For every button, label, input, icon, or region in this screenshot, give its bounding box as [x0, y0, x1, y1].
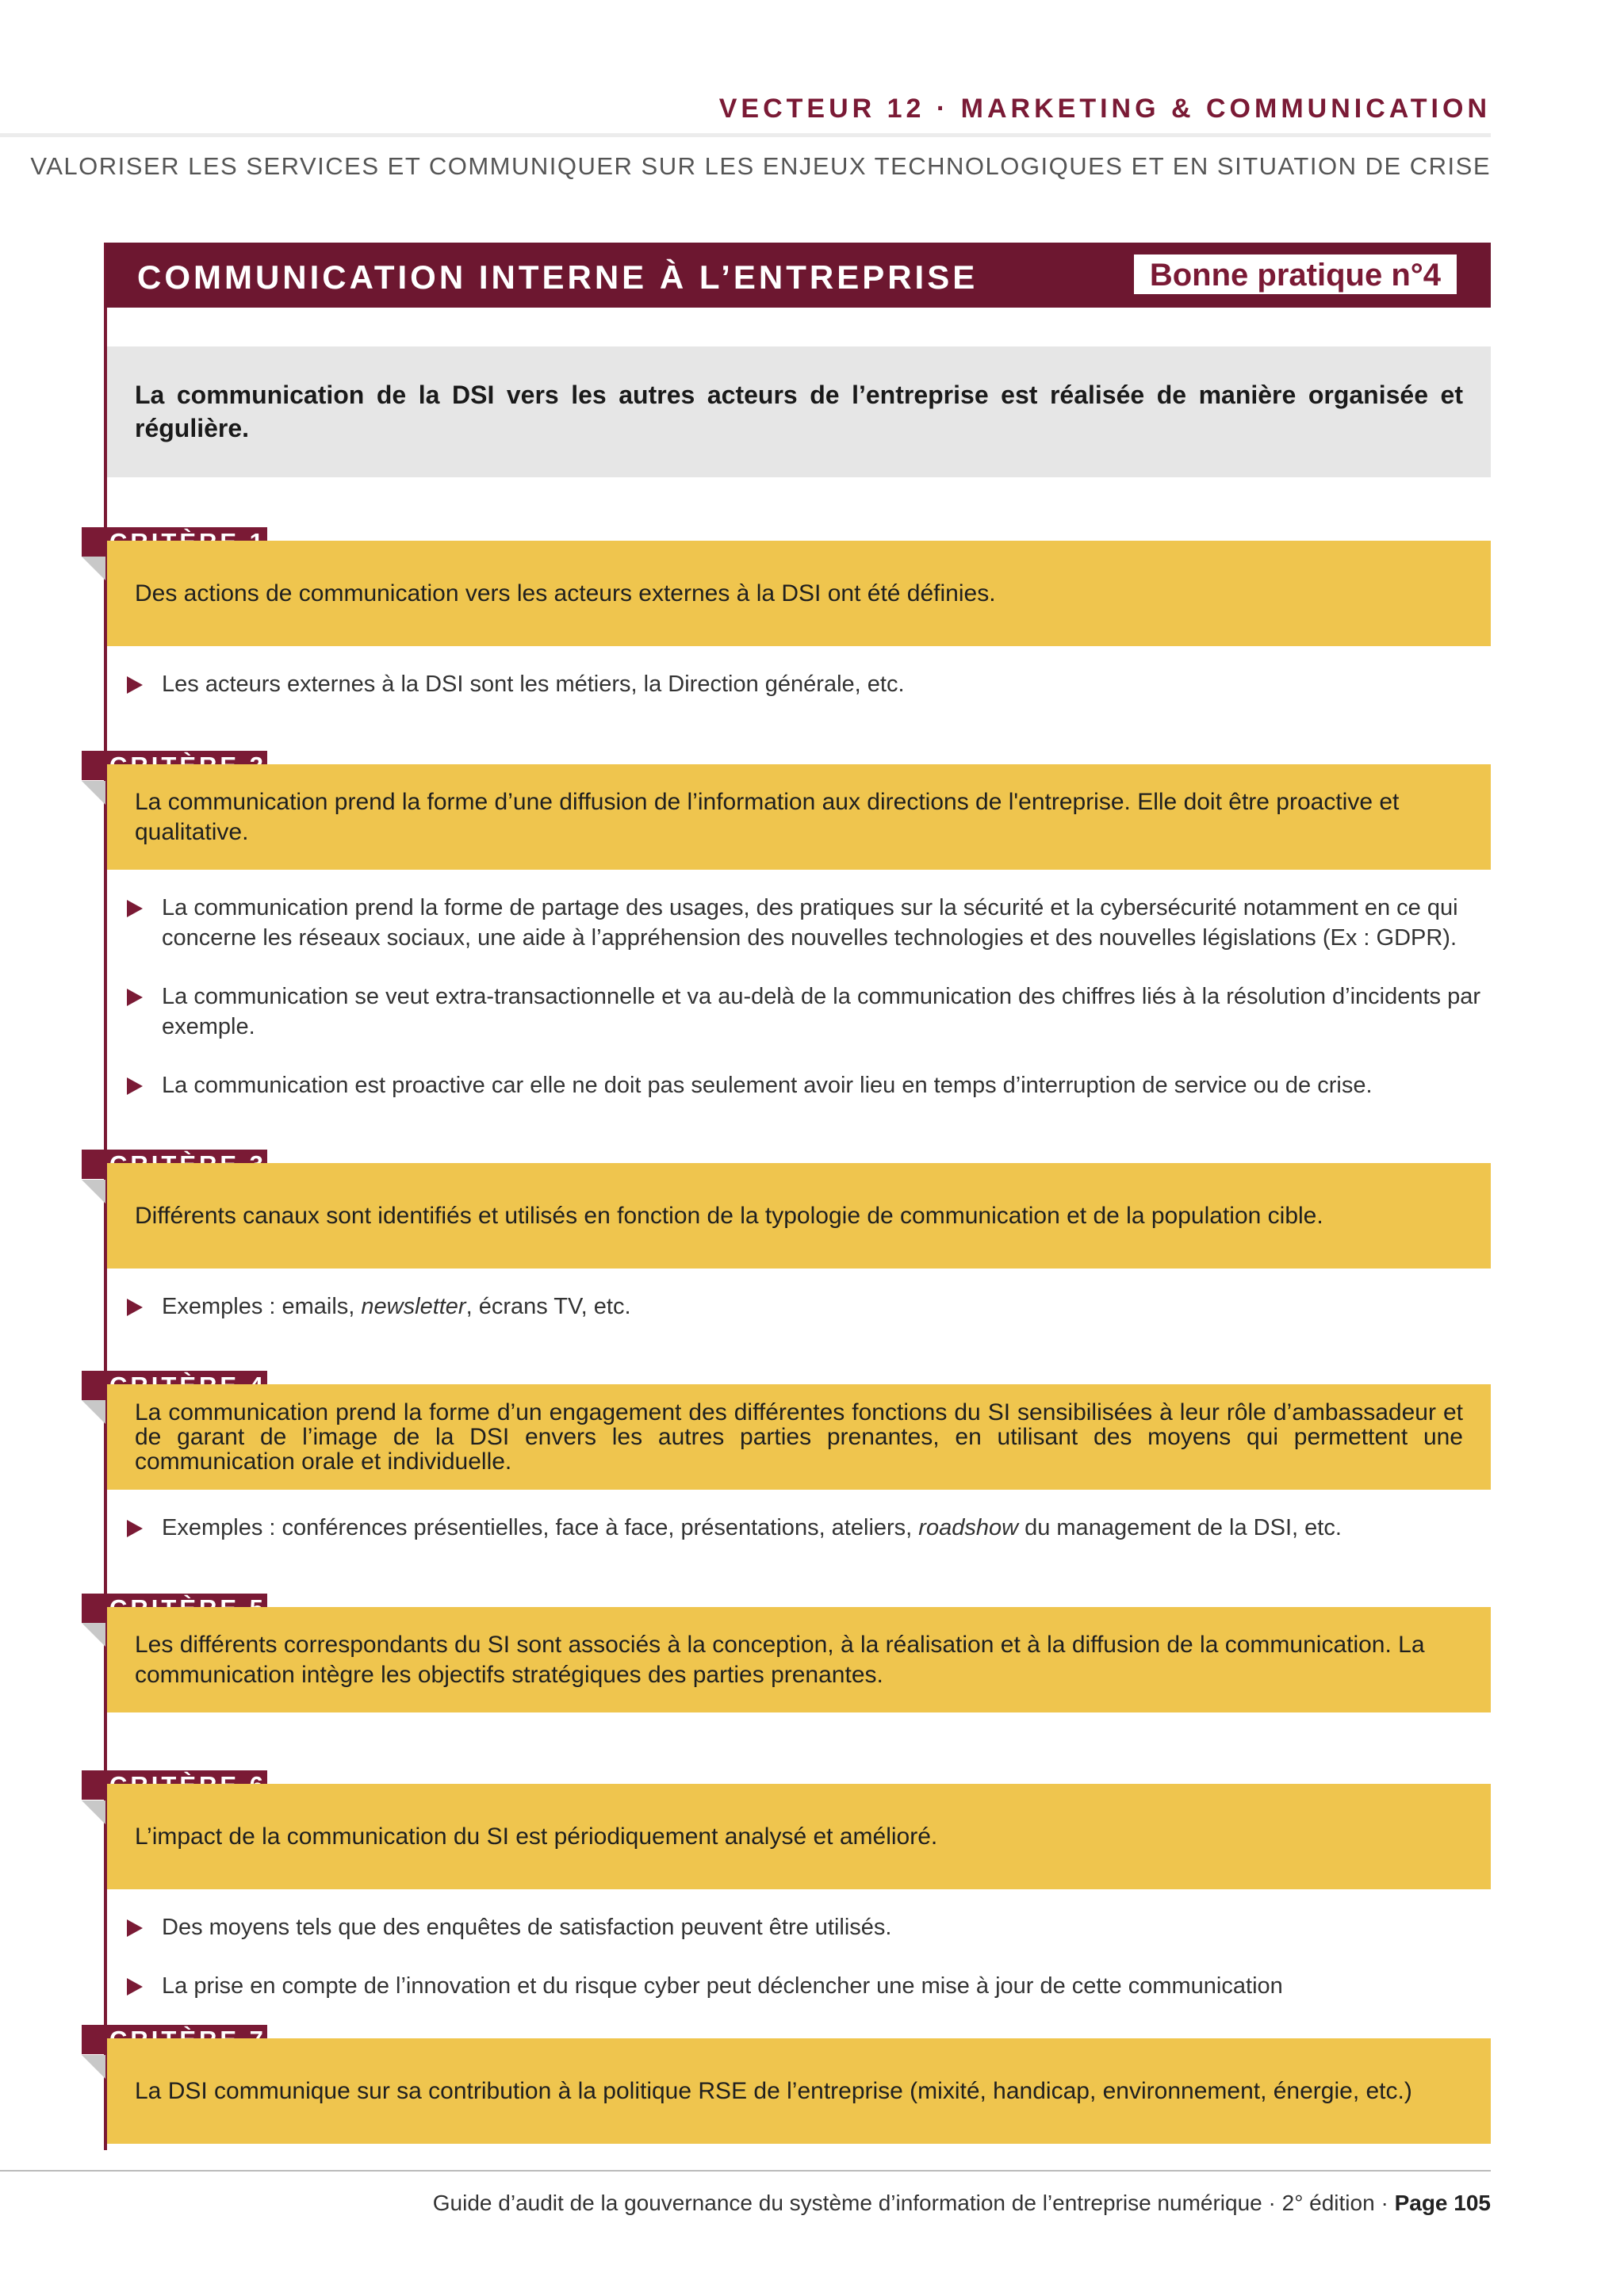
criterion-text-3: Différents canaux sont identifiés et utilisés en fonction de la typologie de communication et de la population cible. [135, 1202, 1323, 1229]
practice-intro: La communication de la DSI vers les autres acteurs de l’entreprise est réalisée de manière organisée et régulière. [107, 346, 1491, 477]
footer-guide-title: Guide d’audit de la gouvernance du système d’information de l’entreprise numérique · 2° édition [432, 2191, 1375, 2215]
bullet-arrow-icon [127, 1299, 143, 1316]
page-number: Page 105 [1394, 2191, 1491, 2215]
criterion-6-bullet-2: La prise en compte de l’innovation et du risque cyber peut déclencher une mise à jour de cette communication [127, 1971, 1491, 2001]
bullet-arrow-icon [127, 676, 143, 694]
criterion-box-4 [107, 1384, 1491, 1490]
bullet-arrow-icon [127, 1919, 143, 1937]
criterion-2-bullet-3: La communication est proactive car elle ne doit pas seulement avoir lieu en temps d’interruption de service ou de crise. [127, 1070, 1491, 1100]
criterion-4-bullet-1: Exemples : conférences présentielles, face à face, présentations, ateliers, roadshow du management de la DSI, etc. [127, 1513, 1491, 1543]
criterion-box-2 [107, 764, 1491, 870]
criterion-text-4: La communication prend la forme d’un engagement des différentes fonctions du SI sensibilisées à leur rôle d’ambassadeur et de garant de l’image de la DSI envers les autres parties prenantes, en utilisant des moyens qui permettent une communication orale et individuelle. [135, 1399, 1463, 1475]
footer-divider [0, 2170, 1491, 2172]
bullet-arrow-icon [127, 989, 143, 1006]
criterion-box-5 [107, 1607, 1491, 1712]
practice-title: COMMUNICATION INTERNE À L’ENTREPRISE [137, 258, 979, 296]
bullet-arrow-icon [127, 900, 143, 917]
criterion-2-bullet-1: La communication prend la forme de partage des usages, des pratiques sur la sécurité et la cybersécurité notamment en ce qui concerne les réseaux sociaux, une aide à l’appréhension des nouvelles technologies et des nouvelles législations (Ex : GDPR). [127, 893, 1491, 953]
page-footer [433, 2191, 1491, 2216]
criterion-text-2: La communication prend la forme d’une diffusion de l’information aux directions de l'entreprise. Elle doit être proactive et qualitative. [135, 788, 1400, 845]
bullet-arrow-icon [127, 1978, 143, 1996]
criterion-box-6 [107, 1784, 1491, 1889]
bullet-arrow-icon [127, 1077, 143, 1095]
criterion-fold-2 [82, 781, 105, 805]
section-title: VECTEUR 12 · MARKETING & COMMUNICATION [718, 94, 1491, 124]
criterion-1-bullet-1: Les acteurs externes à la DSI sont les métiers, la Direction générale, etc. [127, 669, 1491, 699]
practice-banner [105, 243, 1491, 308]
criterion-fold-6 [82, 1800, 105, 1824]
header-divider [0, 133, 1491, 137]
criterion-box-3 [107, 1163, 1491, 1269]
criterion-box-7 [107, 2038, 1491, 2144]
criterion-box-1 [107, 541, 1491, 646]
criterion-text-6: L’impact de la communication du SI est périodiquement analysé et amélioré. [135, 1823, 938, 1850]
criterion-fold-1 [82, 557, 105, 580]
criterion-text-7: La DSI communique sur sa contribution à la politique RSE de l’entreprise (mixité, handicap, environnement, énergie, etc.) [135, 2077, 1412, 2104]
criterion-2-bullet-2: La communication se veut extra-transactionnelle et va au-delà de la communication des chiffres liés à la résolution d’incidents par exemple. [127, 982, 1491, 1042]
practice-badge: Bonne pratique n°4 [1132, 252, 1459, 297]
criterion-6-bullet-1: Des moyens tels que des enquêtes de satisfaction peuvent être utilisés. [127, 1912, 1491, 1942]
criterion-text-1: Des actions de communication vers les acteurs externes à la DSI ont été définies. [135, 580, 996, 607]
bullet-arrow-icon [127, 1520, 143, 1537]
section-subtitle: VALORISER LES SERVICES ET COMMUNIQUER SUR LES ENJEUX TECHNOLOGIQUES ET EN SITUATION DE CRISE [30, 152, 1491, 180]
criterion-fold-4 [82, 1400, 105, 1424]
criterion-fold-7 [82, 2055, 105, 2079]
footer-separator: · [1374, 2191, 1395, 2215]
criterion-text-5: Les différents correspondants du SI sont associés à la conception, à la réalisation et à la diffusion de la communication. La communication intègre les objectifs stratégiques des parties prenantes. [135, 1631, 1425, 1688]
criterion-fold-3 [82, 1180, 105, 1203]
criterion-3-bullet-1: Exemples : emails, newsletter, écrans TV, etc. [127, 1292, 1491, 1322]
criterion-fold-5 [82, 1623, 105, 1647]
